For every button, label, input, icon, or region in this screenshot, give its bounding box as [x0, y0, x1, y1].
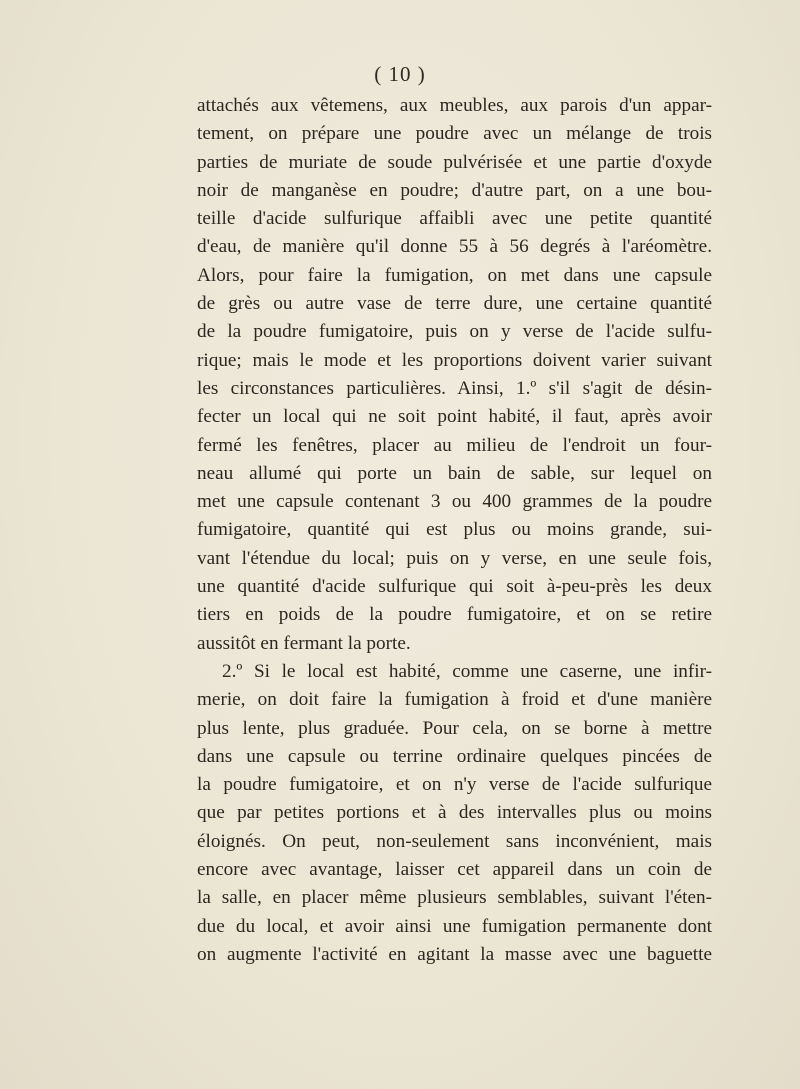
text-line: parties de muriate de soude pulvérisée et une partie d'oxyde: [197, 151, 712, 173]
text-line: la poudre fumigatoire, et on n'y verse de l'acide sulfurique: [197, 774, 712, 796]
text-line: aussitôt en fermant la porte.: [197, 632, 411, 654]
text-line: les circonstances particulières. Ainsi, 1.º s'il s'agit de désin-: [197, 377, 712, 399]
text-line: fermé les fenêtres, placer au milieu de l'endroit un four-: [197, 434, 712, 456]
text-line: met une capsule contenant 3 ou 400 grammes de la poudre: [197, 491, 712, 513]
text-line: fumigatoire, quantité qui est plus ou moins grande, sui-: [197, 519, 712, 541]
text-line: tement, on prépare une poudre avec un mélange de trois: [197, 123, 712, 145]
text-line: encore avec avantage, laisser cet appareil dans un coin de: [197, 859, 712, 881]
body-text: [197, 92, 712, 969]
text-line: de la poudre fumigatoire, puis on y verse de l'acide sulfu-: [197, 321, 712, 343]
text-line: attachés aux vêtemens, aux meubles, aux parois d'un appar-: [197, 95, 712, 116]
text-line: de grès ou autre vase de terre dure, une certaine quantité: [197, 293, 712, 315]
text-line: 2.º Si le local est habité, comme une caserne, une infir-: [222, 660, 712, 682]
text-line: teille d'acide sulfurique affaibli avec une petite quantité: [197, 208, 712, 230]
text-line: plus lente, plus graduée. Pour cela, on se borne à mettre: [197, 717, 712, 739]
text-line: Alors, pour faire la fumigation, on met dans une capsule: [197, 264, 712, 286]
text-line: merie, on doit faire la fumigation à froid et d'une manière: [197, 689, 712, 711]
text-line: d'eau, de manière qu'il donne 55 à 56 degrés à l'aréomètre.: [197, 236, 712, 258]
text-line: une quantité d'acide sulfurique qui soit à-peu-près les deux: [197, 576, 712, 598]
text-line: tiers en poids de la poudre fumigatoire, et on se retire: [197, 604, 712, 626]
text-line: noir de manganèse en poudre; d'autre part, on a une bou-: [197, 179, 712, 201]
text-line: neau allumé qui porte un bain de sable, sur lequel on: [197, 462, 712, 484]
page-number: ( 10 ): [374, 62, 426, 86]
text-line: dans une capsule ou terrine ordinaire quelques pincées de: [197, 745, 712, 767]
text-line: vant l'étendue du local; puis on y verse, en une seule fois,: [197, 547, 712, 569]
text-line: éloignés. On peut, non-seulement sans inconvénient, mais: [197, 830, 712, 852]
text-line: rique; mais le mode et les proportions doivent varier suivant: [197, 349, 712, 371]
text-line: on augmente l'activité en agitant la masse avec une baguette: [197, 943, 712, 965]
text-line: la salle, en placer même plusieurs semblables, suivant l'éten-: [197, 887, 712, 909]
text-line: fecter un local qui ne soit point habité, il faut, après avoir: [197, 406, 712, 428]
text-line: due du local, et avoir ainsi une fumigation permanente dont: [197, 915, 712, 937]
text-line: que par petites portions et à des intervalles plus ou moins: [197, 802, 712, 824]
